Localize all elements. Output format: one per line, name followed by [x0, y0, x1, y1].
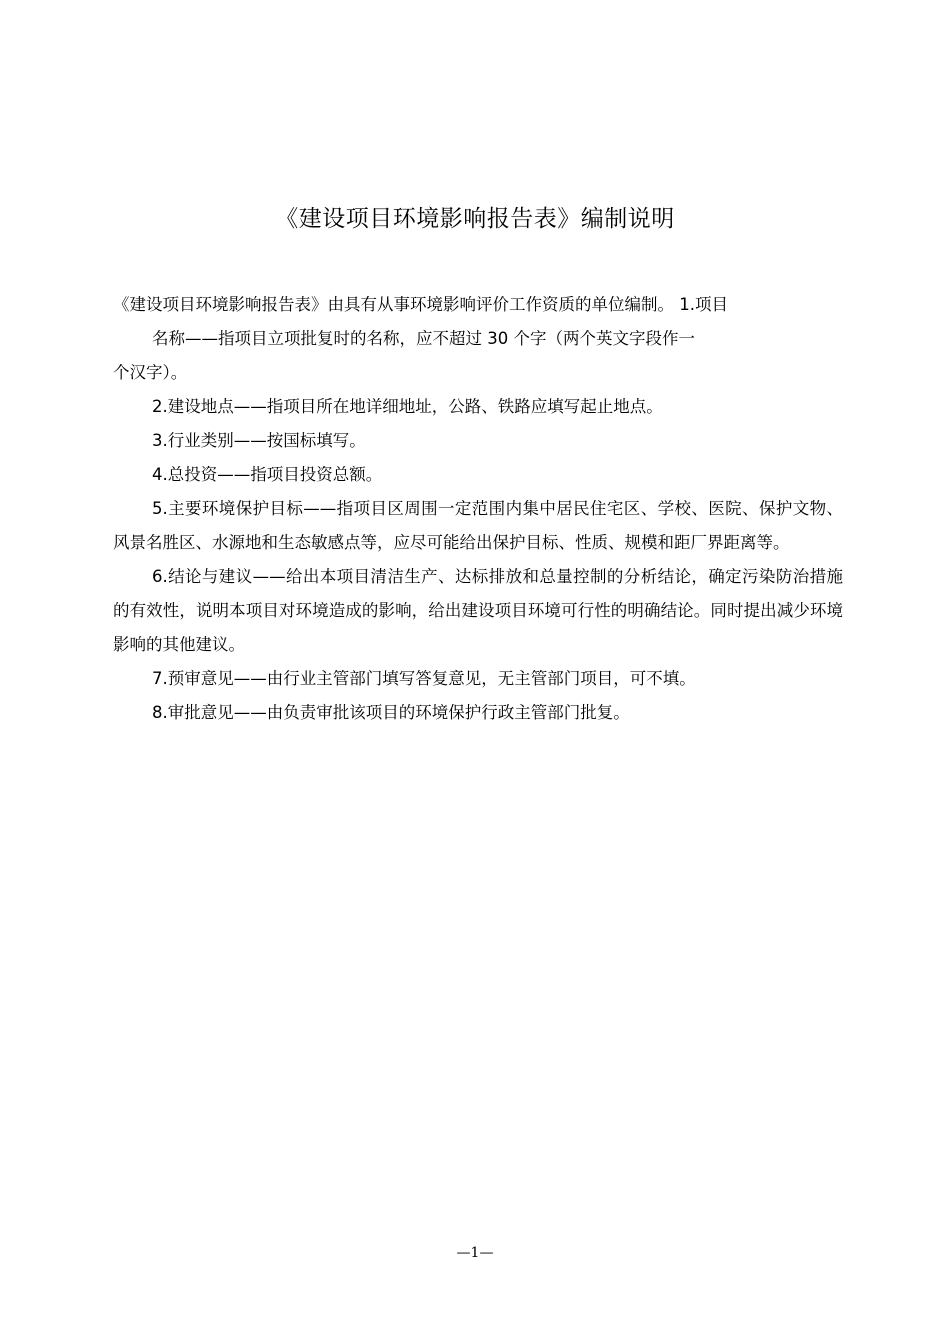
document-title: 《建设项目环境影响报告表》编制说明 — [275, 206, 675, 232]
intro-line-1: 《建设项目环境影响报告表》由具有从事环境影响评价工作资质的单位编制。 1.项目 — [113, 295, 728, 314]
page-number: —1— — [456, 1245, 494, 1261]
document-body — [113, 288, 843, 730]
intro-paragraph — [113, 288, 843, 390]
item-construction-site: 2.建设地点——指项目所在地详细地址，公路、铁路应填写起止地点。 — [152, 397, 663, 416]
intro-line-2: 名称——指项目立项批复时的名称，应不超过 30 个字（两个英文字段作一 — [152, 329, 695, 348]
item-industry-category: 3.行业类别——按国标填写。 — [152, 431, 366, 450]
item-preliminary-review: 7.预审意见——由行业主管部门填写答复意见，无主管部门项目，可不填。 — [152, 669, 696, 688]
intro-line-3: 个汉字）。 — [113, 363, 188, 382]
item-protection-targets: 5.主要环境保护目标——指项目区周围一定范围内集中居民住宅区、学校、医院、保护文物、风景名胜区、水源地和生态敏感点等，应尽可能给出保护目标、性质、规模和距厂界距离等。 — [113, 499, 843, 552]
item-approval-opinion: 8.审批意见——由负责审批该项目的环境保护行政主管部门批复。 — [152, 703, 630, 722]
item-total-investment: 4.总投资——指项目投资总额。 — [152, 465, 383, 484]
item-conclusions: 6.结论与建议——给出本项目清洁生产、达标排放和总量控制的分析结论，确定污染防治措施的有效性，说明本项目对环境造成的影响，给出建设项目环境可行性的明确结论。同时提出减少环境影响的其他建议。 — [113, 567, 843, 654]
